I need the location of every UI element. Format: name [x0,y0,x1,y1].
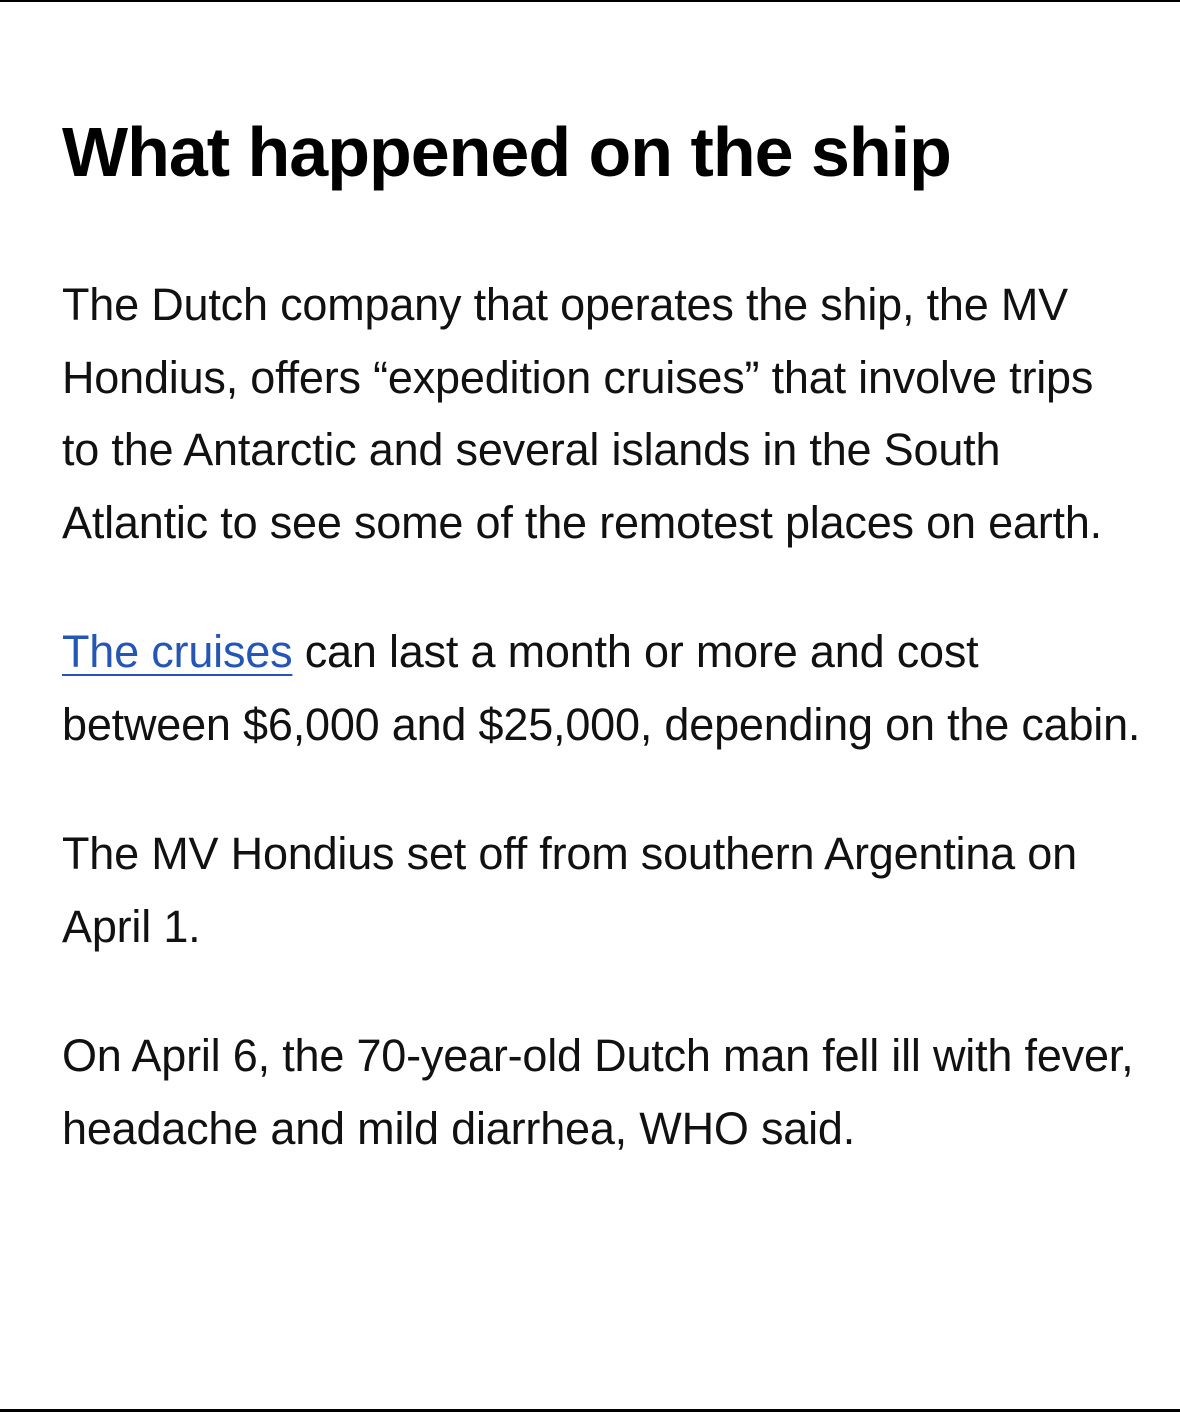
top-divider [0,0,1180,2]
paragraph-illness: On April 6, the 70-year-old Dutch man fell ill with fever, headache and mild diarrhea, WHO said. [62,1030,1134,1154]
article-body [62,108,1142,1165]
paragraph-cruise-cost [62,616,1142,761]
cruises-link[interactable]: The cruises [62,626,293,677]
section-heading: What happened on the ship [62,113,951,191]
cruise-cost-text: can last a month or more and cost between $6,000 and $25,000, depending on the cabin. [62,626,1141,750]
paragraph-ship-operator: The Dutch company that operates the ship, the MV Hondius, offers “expedition cruises” that involve trips to the Antarctic and several islands in the South Atlantic to see some of the remotest places on earth. [62,279,1102,548]
paragraph-departure: The MV Hondius set off from southern Argentina on April 1. [62,828,1077,952]
